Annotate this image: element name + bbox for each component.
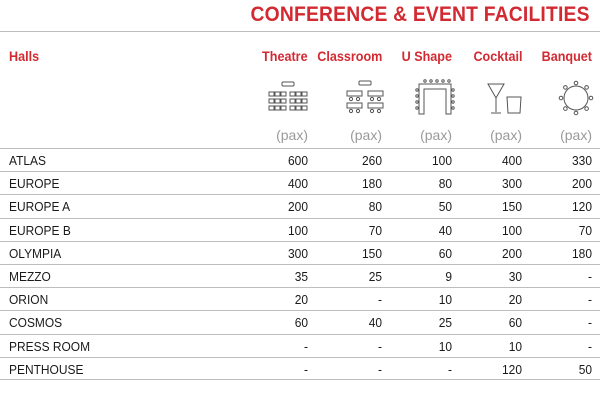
cocktail-capacity: 400 [502, 153, 522, 168]
theatre-seating-icon [268, 78, 308, 118]
cocktail-capacity: 200 [502, 245, 522, 261]
classroom-capacity: 25 [368, 268, 382, 284]
cocktail-capacity: 300 [502, 176, 522, 192]
banquet-capacity: - [588, 268, 592, 284]
classroom-seating-icon [345, 78, 385, 118]
table-row [0, 264, 600, 287]
theatre-capacity: 60 [294, 315, 308, 331]
cocktail-capacity: 10 [508, 338, 522, 354]
u-shape-capacity: 100 [432, 153, 452, 168]
column-header-banquet: Banquet [541, 48, 592, 64]
halls-header: Halls [9, 48, 40, 64]
u-shape-capacity: 40 [438, 222, 452, 238]
banquet-capacity: 330 [572, 153, 592, 168]
unit-u-shape: (pax) [420, 127, 452, 143]
hall-name: COSMOS [9, 315, 63, 331]
classroom-capacity: 260 [362, 153, 382, 168]
banquet-capacity: - [588, 315, 592, 331]
page-title: CONFERENCE & EVENT FACILITIES [250, 3, 590, 26]
table-row [0, 287, 600, 310]
banquet-capacity: 120 [572, 199, 592, 215]
banquet-round-table-icon [556, 78, 596, 118]
cocktail-capacity: 30 [508, 268, 522, 284]
hall-name: EUROPE B [9, 222, 71, 238]
theatre-capacity: 600 [288, 153, 308, 168]
theatre-capacity: - [304, 338, 308, 354]
classroom-capacity: - [378, 361, 382, 377]
theatre-capacity: 100 [288, 222, 308, 238]
theatre-capacity: 35 [294, 268, 308, 284]
banquet-capacity: - [588, 338, 592, 354]
unit-cocktail: (pax) [490, 127, 522, 143]
table-row [0, 357, 600, 380]
u-shape-capacity: 80 [438, 176, 452, 192]
hall-name: ORION [9, 292, 49, 308]
table-row [0, 194, 600, 217]
banquet-capacity: 50 [578, 361, 592, 377]
classroom-capacity: - [378, 292, 382, 308]
u-shape-capacity: 9 [445, 268, 452, 284]
cocktail-capacity: 60 [508, 315, 522, 331]
banquet-capacity: 70 [578, 222, 592, 238]
column-header-u-shape: U Shape [401, 48, 452, 64]
column-header-classroom: Classroom [316, 48, 382, 64]
classroom-capacity: - [378, 338, 382, 354]
theatre-capacity: 20 [294, 292, 308, 308]
u-shape-capacity: 50 [438, 199, 452, 215]
cocktail-capacity: 120 [502, 361, 522, 377]
theatre-capacity: 400 [288, 176, 308, 192]
title-divider [0, 31, 600, 32]
classroom-capacity: 80 [368, 199, 382, 215]
hall-name: OLYMPIA [9, 245, 62, 261]
u-shape-capacity: - [448, 361, 452, 377]
classroom-capacity: 150 [362, 245, 382, 261]
theatre-capacity: 300 [288, 245, 308, 261]
hall-name: PENTHOUSE [9, 361, 84, 377]
table-row [0, 241, 600, 264]
hall-name: PRESS ROOM [9, 338, 91, 354]
u-shape-seating-icon [415, 78, 455, 118]
banquet-capacity: - [588, 292, 592, 308]
classroom-capacity: 40 [368, 315, 382, 331]
table-row [0, 310, 600, 333]
u-shape-capacity: 60 [438, 245, 452, 261]
classroom-capacity: 70 [368, 222, 382, 238]
theatre-capacity: - [304, 361, 308, 377]
unit-banquet: (pax) [560, 127, 592, 143]
cocktail-capacity: 150 [502, 199, 522, 215]
banquet-capacity: 180 [572, 245, 592, 261]
table-row [0, 171, 600, 194]
theatre-capacity: 200 [288, 199, 308, 215]
hall-name: EUROPE [9, 176, 60, 192]
cocktail-capacity: 20 [508, 292, 522, 308]
table-row [0, 334, 600, 357]
cocktail-glasses-icon [485, 78, 525, 118]
hall-name: EUROPE A [9, 199, 71, 215]
classroom-capacity: 180 [362, 176, 382, 192]
u-shape-capacity: 10 [438, 338, 452, 354]
capacity-table [0, 148, 600, 380]
unit-classroom: (pax) [350, 127, 382, 143]
cocktail-capacity: 100 [502, 222, 522, 238]
u-shape-capacity: 10 [438, 292, 452, 308]
hall-name: ATLAS [9, 153, 47, 168]
column-header-cocktail: Cocktail [472, 48, 522, 64]
u-shape-capacity: 25 [438, 315, 452, 331]
unit-theatre: (pax) [276, 127, 308, 143]
table-row [0, 148, 600, 171]
table-row [0, 218, 600, 241]
banquet-capacity: 200 [572, 176, 592, 192]
column-header-theatre: Theatre [262, 48, 308, 64]
hall-name: MEZZO [9, 268, 51, 284]
